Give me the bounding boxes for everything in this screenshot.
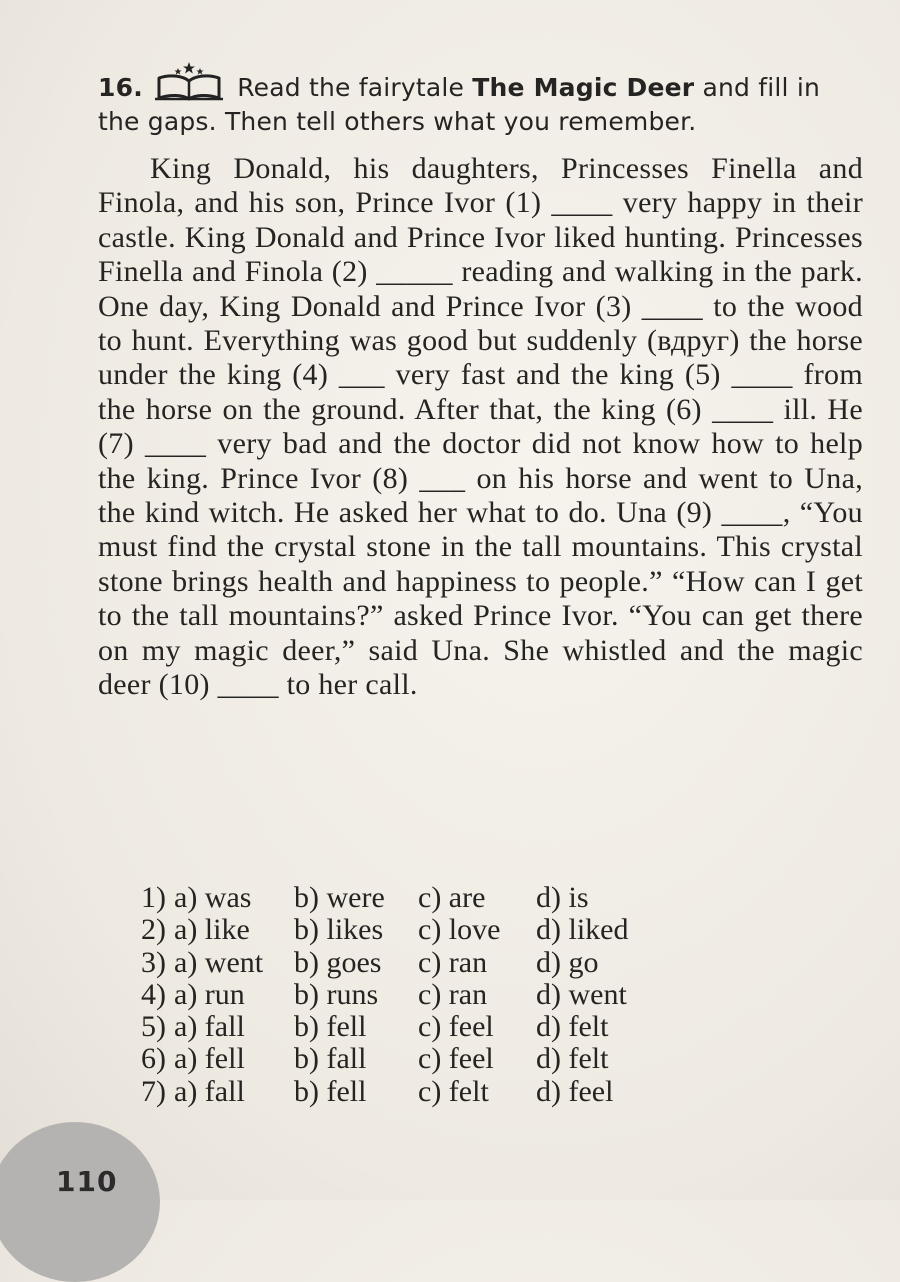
answer-options [100,882,820,1108]
option-d: d) felt [536,1010,609,1044]
option-a: a) like [174,913,250,947]
option-d: d) go [536,945,599,979]
option-c: c) feel [418,1010,494,1044]
option-number: 3) [141,945,166,979]
option-row [100,1043,820,1075]
page-number-tab [0,1122,160,1282]
option-d: d) feel [536,1074,614,1108]
option-a: a) fall [174,1010,245,1044]
option-row [100,1076,820,1108]
option-c: c) ran [418,977,488,1011]
option-number: 7) [141,1074,166,1108]
option-b: b) likes [294,913,384,947]
option-row [100,914,820,946]
option-row [100,1011,820,1043]
option-a: a) went [174,945,264,979]
option-number: 1) [141,881,166,914]
option-number: 2) [141,913,166,947]
option-c: c) love [418,913,501,947]
option-number: 6) [141,1042,166,1076]
option-a: a) was [174,881,252,914]
option-d: d) is [536,881,589,914]
page-number: 110 [56,1165,118,1198]
option-b: b) goes [294,945,382,979]
option-a: a) fall [174,1074,245,1108]
option-c: c) ran [418,945,488,979]
exercise-heading [98,60,863,139]
option-b: b) were [294,881,385,914]
option-c: c) felt [418,1074,489,1108]
option-d: d) felt [536,1042,609,1076]
option-row [100,882,820,914]
book-with-stars-icon [153,60,225,102]
option-b: b) fell [294,1010,367,1044]
option-row [100,947,820,979]
option-c: c) are [418,881,486,914]
story-text: King Donald, his daughters, Princesses Finella and Finola, and his son, Prince Ivor (1) ____ very happy in their castle. King Donald and Prince Ivor liked hunting. Princesses Finella and Finola (2) _____ reading and walking in the park. One day, King Donald and Prince Ivor (3) ____ to the wood to hunt. Everything was good but suddenly (вдруг) the horse under the king (4) ___ very fast and the king (5) ____ from the horse on the ground. After that, the king (6) ____ ill. He (7) ____ very bad and the doctor did not know how to help the king. Prince Ivor (8) ___ on his horse and went to Una, the kind witch. He asked her what to do. Una (9) ____, “You must find the crystal stone in the tall mountains. This crystal stone brings health and happiness to people.” “How can I get to the tall mountains?” asked Prince Ivor. “You can get there on my magic deer,” said Una. She whistled and the magic deer (10) ____ to her call. [98,152,863,702]
option-a: a) fell [174,1042,245,1076]
option-a: a) run [174,977,245,1011]
exercise-number: 16. [98,73,143,102]
option-row [100,979,820,1011]
option-b: b) fall [294,1042,367,1076]
option-d: d) liked [536,913,629,947]
instruction-text-continued: and fill in the gaps. Then tell others what you remember. [98,73,821,136]
option-number: 5) [141,1010,166,1044]
fairytale-title: The Magic Deer [472,73,695,102]
option-d: d) went [536,977,627,1011]
option-number: 4) [141,977,166,1011]
instruction-text: Read the fairytale [237,73,473,102]
option-b: b) fell [294,1074,367,1108]
option-c: c) feel [418,1042,494,1076]
option-b: b) runs [294,977,379,1011]
